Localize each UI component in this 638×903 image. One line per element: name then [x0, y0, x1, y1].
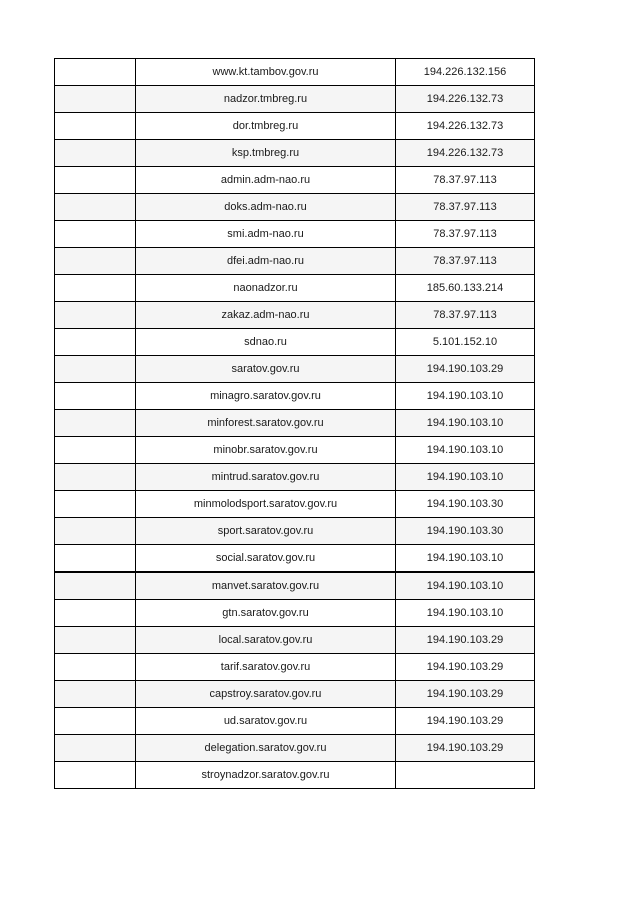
domain-cell: capstroy.saratov.gov.ru [136, 681, 396, 708]
domain-ip-table [54, 58, 535, 789]
ip-address-cell: 194.190.103.10 [396, 545, 535, 573]
domain-cell: minagro.saratov.gov.ru [136, 383, 396, 410]
table-row [55, 681, 535, 708]
ip-address-cell: 194.190.103.10 [396, 410, 535, 437]
domain-cell: smi.adm-nao.ru [136, 221, 396, 248]
ip-address-cell: 78.37.97.113 [396, 167, 535, 194]
table-row [55, 275, 535, 302]
domain-cell: ud.saratov.gov.ru [136, 708, 396, 735]
ip-address-cell: 194.190.103.29 [396, 735, 535, 762]
domain-cell: minforest.saratov.gov.ru [136, 410, 396, 437]
table-row [55, 410, 535, 437]
domain-cell: manvet.saratov.gov.ru [136, 572, 396, 600]
ip-address-cell: 78.37.97.113 [396, 302, 535, 329]
table-row [55, 708, 535, 735]
table-row [55, 762, 535, 789]
table-row [55, 654, 535, 681]
table-row [55, 518, 535, 545]
row-number-cell [55, 491, 136, 518]
table-row [55, 437, 535, 464]
table-row [55, 383, 535, 410]
ip-address-cell: 194.190.103.10 [396, 464, 535, 491]
ip-address-cell: 78.37.97.113 [396, 221, 535, 248]
ip-address-cell: 194.190.103.10 [396, 383, 535, 410]
table-row [55, 194, 535, 221]
row-number-cell [55, 383, 136, 410]
ip-address-cell: 5.101.152.10 [396, 329, 535, 356]
table-row [55, 167, 535, 194]
row-number-cell [55, 572, 136, 600]
table-row [55, 86, 535, 113]
ip-address-cell: 194.226.132.73 [396, 140, 535, 167]
domain-cell: admin.adm-nao.ru [136, 167, 396, 194]
row-number-cell [55, 329, 136, 356]
row-number-cell [55, 167, 136, 194]
table-row [55, 735, 535, 762]
domain-cell: social.saratov.gov.ru [136, 545, 396, 573]
row-number-cell [55, 59, 136, 86]
domain-cell: naonadzor.ru [136, 275, 396, 302]
domain-cell: minobr.saratov.gov.ru [136, 437, 396, 464]
domain-cell: zakaz.adm-nao.ru [136, 302, 396, 329]
ip-address-cell: 78.37.97.113 [396, 248, 535, 275]
domain-cell: ksp.tmbreg.ru [136, 140, 396, 167]
table-row [55, 627, 535, 654]
row-number-cell [55, 735, 136, 762]
row-number-cell [55, 113, 136, 140]
domain-cell: www.kt.tambov.gov.ru [136, 59, 396, 86]
ip-address-cell: 78.37.97.113 [396, 194, 535, 221]
ip-address-cell: 185.60.133.214 [396, 275, 535, 302]
table-row [55, 113, 535, 140]
ip-address-cell: 194.190.103.29 [396, 708, 535, 735]
ip-address-cell: 194.190.103.30 [396, 518, 535, 545]
domain-cell: nadzor.tmbreg.ru [136, 86, 396, 113]
domain-cell: sport.saratov.gov.ru [136, 518, 396, 545]
domain-cell: tarif.saratov.gov.ru [136, 654, 396, 681]
ip-address-cell: 194.190.103.10 [396, 437, 535, 464]
table-row [55, 329, 535, 356]
domain-cell: sdnao.ru [136, 329, 396, 356]
ip-address-cell: 194.190.103.30 [396, 491, 535, 518]
row-number-cell [55, 600, 136, 627]
domain-cell: dfei.adm-nao.ru [136, 248, 396, 275]
row-number-cell [55, 708, 136, 735]
row-number-cell [55, 140, 136, 167]
row-number-cell [55, 275, 136, 302]
ip-address-cell [396, 762, 535, 789]
ip-address-cell: 194.226.132.156 [396, 59, 535, 86]
row-number-cell [55, 221, 136, 248]
table-row [55, 140, 535, 167]
table-body [55, 59, 535, 789]
table-row [55, 491, 535, 518]
row-number-cell [55, 302, 136, 329]
table-row [55, 59, 535, 86]
table-row [55, 464, 535, 491]
row-number-cell [55, 681, 136, 708]
domain-cell: stroynadzor.saratov.gov.ru [136, 762, 396, 789]
domain-cell: minmolodsport.saratov.gov.ru [136, 491, 396, 518]
row-number-cell [55, 654, 136, 681]
domain-cell: mintrud.saratov.gov.ru [136, 464, 396, 491]
table-row [55, 221, 535, 248]
row-number-cell [55, 410, 136, 437]
row-number-cell [55, 762, 136, 789]
row-number-cell [55, 86, 136, 113]
row-number-cell [55, 464, 136, 491]
row-number-cell [55, 356, 136, 383]
domain-cell: gtn.saratov.gov.ru [136, 600, 396, 627]
row-number-cell [55, 248, 136, 275]
domain-cell: local.saratov.gov.ru [136, 627, 396, 654]
ip-address-cell: 194.190.103.10 [396, 572, 535, 600]
ip-address-cell: 194.190.103.29 [396, 681, 535, 708]
row-number-cell [55, 194, 136, 221]
table-row [55, 248, 535, 275]
table-row [55, 545, 535, 573]
row-number-cell [55, 437, 136, 464]
ip-address-cell: 194.190.103.29 [396, 356, 535, 383]
table-row [55, 600, 535, 627]
domain-cell: delegation.saratov.gov.ru [136, 735, 396, 762]
table-row [55, 572, 535, 600]
ip-address-cell: 194.190.103.10 [396, 600, 535, 627]
row-number-cell [55, 627, 136, 654]
table-row [55, 302, 535, 329]
ip-address-cell: 194.190.103.29 [396, 654, 535, 681]
row-number-cell [55, 545, 136, 573]
ip-address-cell: 194.190.103.29 [396, 627, 535, 654]
row-number-cell [55, 518, 136, 545]
domain-cell: doks.adm-nao.ru [136, 194, 396, 221]
domain-cell: dor.tmbreg.ru [136, 113, 396, 140]
table-row [55, 356, 535, 383]
domain-cell: saratov.gov.ru [136, 356, 396, 383]
ip-address-cell: 194.226.132.73 [396, 113, 535, 140]
ip-address-cell: 194.226.132.73 [396, 86, 535, 113]
